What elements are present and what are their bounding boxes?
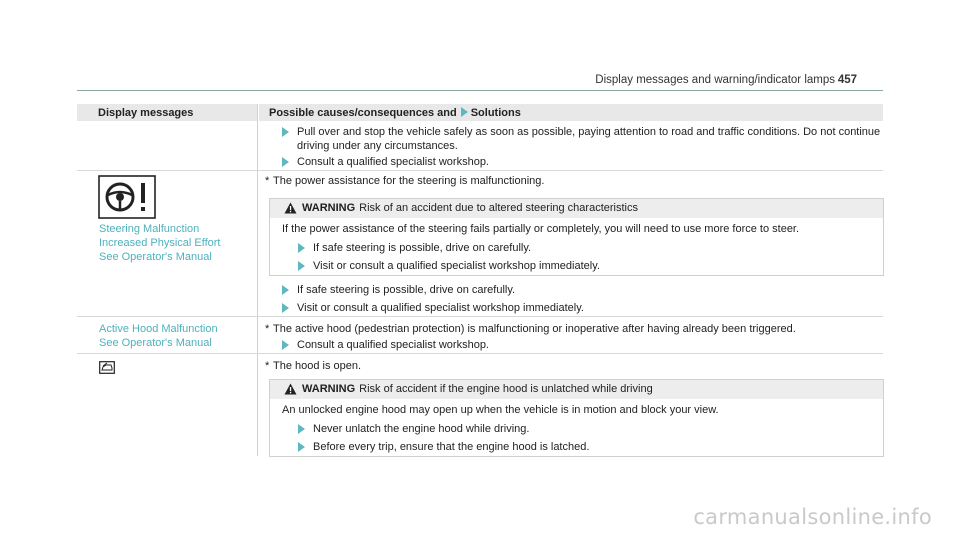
warning-triangle-icon xyxy=(284,202,297,214)
list-item: Never unlatch the engine hood while driving. xyxy=(298,422,883,436)
cause-text: The active hood (pedestrian protection) is malfunctioning or inoperative after having already been triggered. xyxy=(273,323,796,335)
open-hood-icon xyxy=(99,361,115,379)
message-see-manual: See Operator's Manual xyxy=(99,251,212,263)
message-active-hood-malfunction: Active Hood Malfunction xyxy=(99,323,218,335)
warning-header xyxy=(270,199,883,218)
row-divider xyxy=(77,353,883,354)
list-item: Consult a qualified specialist workshop. xyxy=(282,338,897,352)
list-item: Visit or consult a qualified specialist workshop immediately. xyxy=(298,259,883,273)
list-item: Before every trip, ensure that the engine hood is latched. xyxy=(298,440,883,454)
message-steering-malfunction: Steering Malfunction xyxy=(99,223,200,235)
column-header-causes xyxy=(259,104,883,121)
cause-bullet: * xyxy=(265,360,270,372)
column-header-label: Possible causes/consequences and Solutions xyxy=(269,107,521,119)
arrow-icon xyxy=(461,107,468,117)
column-divider xyxy=(257,104,258,456)
header-rule xyxy=(77,90,883,91)
row-divider xyxy=(77,170,883,171)
warning-triangle-icon xyxy=(284,383,297,395)
warning-title: WARNING Risk of accident if the engine hood is unlatched while driving xyxy=(302,383,653,395)
list-item: Pull over and stop the vehicle safely as soon as possible, paying attention to road and traffic conditions. Do not continue driving under any circumstances. xyxy=(282,125,897,153)
header-title: Display messages and warning/indicator lamps xyxy=(595,74,835,86)
cause-text: The power assistance for the steering is malfunctioning. xyxy=(273,175,545,187)
column-header-display-messages xyxy=(77,104,257,121)
cause-bullet: * xyxy=(265,175,270,187)
row-divider xyxy=(77,316,883,317)
warning-body: If the power assistance of the steering fails partially or completely, you will need to use more force to steer. xyxy=(282,223,800,235)
message-increased-effort: Increased Physical Effort xyxy=(99,237,221,249)
list-item: Visit or consult a qualified specialist workshop immediately. xyxy=(282,301,897,315)
warning-title: WARNING Risk of an accident due to altered steering characteristics xyxy=(302,202,638,214)
warning-box xyxy=(269,379,884,457)
list-item: If safe steering is possible, drive on carefully. xyxy=(298,241,883,255)
cause-bullet: * xyxy=(265,323,270,335)
column-header-label: Display messages xyxy=(98,107,194,119)
footer-watermark: carmanualsonline.info xyxy=(693,505,932,529)
warning-box xyxy=(269,198,884,276)
page-number: 457 xyxy=(837,74,857,86)
list-item: If safe steering is possible, drive on carefully. xyxy=(282,283,897,297)
warning-body: An unlocked engine hood may open up when the vehicle is in motion and block your view. xyxy=(282,404,719,416)
list-item: Consult a qualified specialist workshop. xyxy=(282,155,897,169)
warning-header xyxy=(270,380,883,399)
steering-wheel-warning-icon xyxy=(98,175,156,224)
message-see-manual: See Operator's Manual xyxy=(99,337,212,349)
cause-text: The hood is open. xyxy=(273,360,362,372)
